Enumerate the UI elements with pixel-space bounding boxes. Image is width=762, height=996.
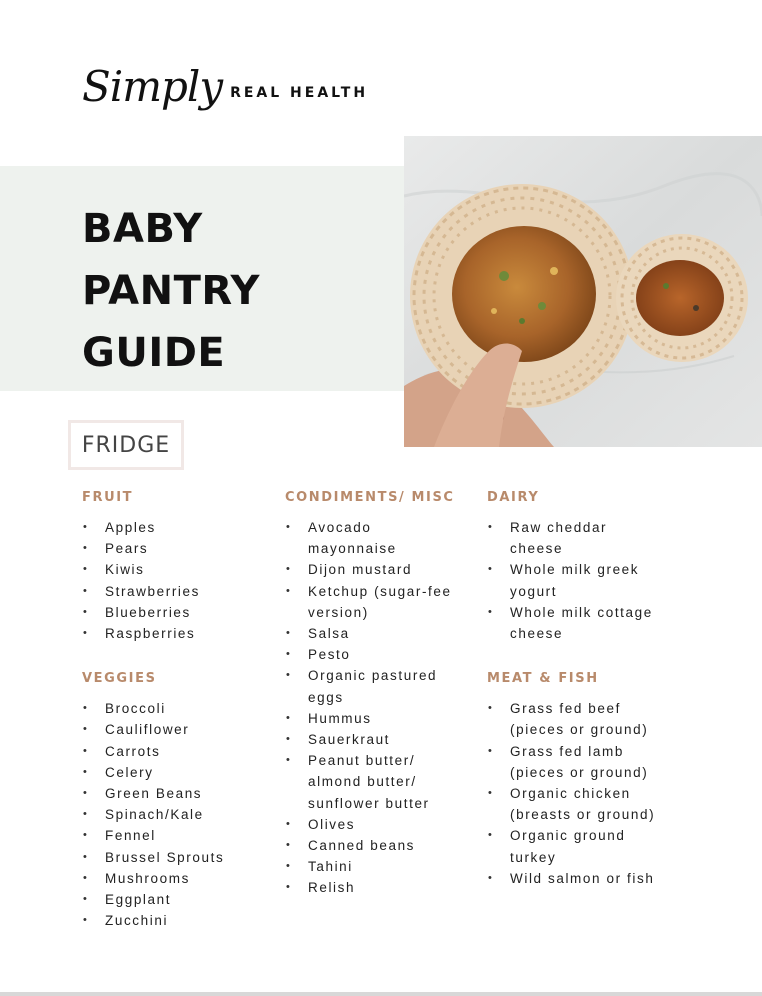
list-item: • Apples bbox=[82, 517, 272, 538]
muffin-photo bbox=[404, 136, 762, 447]
brand-logo bbox=[82, 56, 368, 122]
list-item: • Dijon mustard bbox=[285, 559, 460, 580]
section-label: FRIDGE bbox=[81, 432, 171, 458]
category-heading: MEAT & FISH bbox=[487, 671, 599, 687]
list-item: • Green Beans bbox=[82, 783, 272, 804]
item-list bbox=[487, 517, 662, 644]
title-line: PANTRY bbox=[82, 268, 260, 314]
list-item: • Sauerkraut bbox=[285, 729, 460, 750]
list-item: • Organic ground turkey bbox=[487, 825, 662, 867]
item-list bbox=[82, 698, 272, 931]
column-condiments bbox=[285, 488, 460, 899]
list-item: • Carrots bbox=[82, 741, 272, 762]
section-label-box bbox=[68, 420, 184, 470]
list-item: • Avocado mayonnaise bbox=[285, 517, 460, 559]
list-item: • Pesto bbox=[285, 644, 460, 665]
list-item: • Blueberries bbox=[82, 602, 272, 623]
category-heading: DAIRY bbox=[487, 490, 540, 505]
list-item: • Peanut butter/ almond butter/ sunflower butter bbox=[285, 750, 460, 814]
category-heading: VEGGIES bbox=[82, 671, 157, 687]
large-muffin bbox=[410, 184, 634, 408]
muffin-photo-illustration bbox=[404, 136, 762, 447]
list-item: • Organic chicken (breasts or ground) bbox=[487, 783, 662, 825]
page-title bbox=[82, 198, 260, 384]
list-item: • Whole milk greek yogurt bbox=[487, 559, 662, 601]
logo-caps-text: REAL HEALTH bbox=[230, 85, 369, 101]
logo-script-text: Simply bbox=[82, 62, 223, 111]
list-item: • Strawberries bbox=[82, 581, 272, 602]
small-muffin bbox=[616, 234, 748, 362]
item-list bbox=[487, 698, 662, 889]
list-item: • Celery bbox=[82, 762, 272, 783]
list-item: • Pears bbox=[82, 538, 272, 559]
list-item: • Ketchup (sugar-fee version) bbox=[285, 581, 460, 623]
list-item: • Tahini bbox=[285, 856, 460, 877]
list-item: • Whole milk cottage cheese bbox=[487, 602, 662, 644]
list-item: • Fennel bbox=[82, 825, 272, 846]
column-fruit-veggies bbox=[82, 488, 272, 931]
list-item: • Olives bbox=[285, 814, 460, 835]
list-item: • Relish bbox=[285, 877, 460, 898]
list-item: • Broccoli bbox=[82, 698, 272, 719]
title-line: GUIDE bbox=[82, 330, 226, 376]
list-item: • Mushrooms bbox=[82, 868, 272, 889]
list-item: • Eggplant bbox=[82, 889, 272, 910]
list-item: • Raw cheddar cheese bbox=[487, 517, 662, 559]
list-item: • Spinach/Kale bbox=[82, 804, 272, 825]
category-heading: CONDIMENTS/ MISC bbox=[285, 490, 455, 505]
list-item: • Canned beans bbox=[285, 835, 460, 856]
column-dairy-meat bbox=[487, 488, 662, 889]
category-heading: FRUIT bbox=[82, 490, 134, 505]
item-list bbox=[285, 517, 460, 899]
list-item: • Zucchini bbox=[82, 910, 272, 931]
list-item: • Raspberries bbox=[82, 623, 272, 644]
list-item: • Cauliflower bbox=[82, 719, 272, 740]
list-item: • Grass fed lamb (pieces or ground) bbox=[487, 741, 662, 783]
item-list bbox=[82, 517, 272, 644]
list-item: • Brussel Sprouts bbox=[82, 847, 272, 868]
list-item: • Hummus bbox=[285, 708, 460, 729]
list-item: • Grass fed beef (pieces or ground) bbox=[487, 698, 662, 740]
title-line: BABY bbox=[82, 206, 203, 252]
bottom-divider bbox=[0, 992, 762, 996]
list-item: • Salsa bbox=[285, 623, 460, 644]
list-item: • Wild salmon or fish bbox=[487, 868, 662, 889]
list-item: • Organic pastured eggs bbox=[285, 665, 460, 707]
list-item: • Kiwis bbox=[82, 559, 272, 580]
